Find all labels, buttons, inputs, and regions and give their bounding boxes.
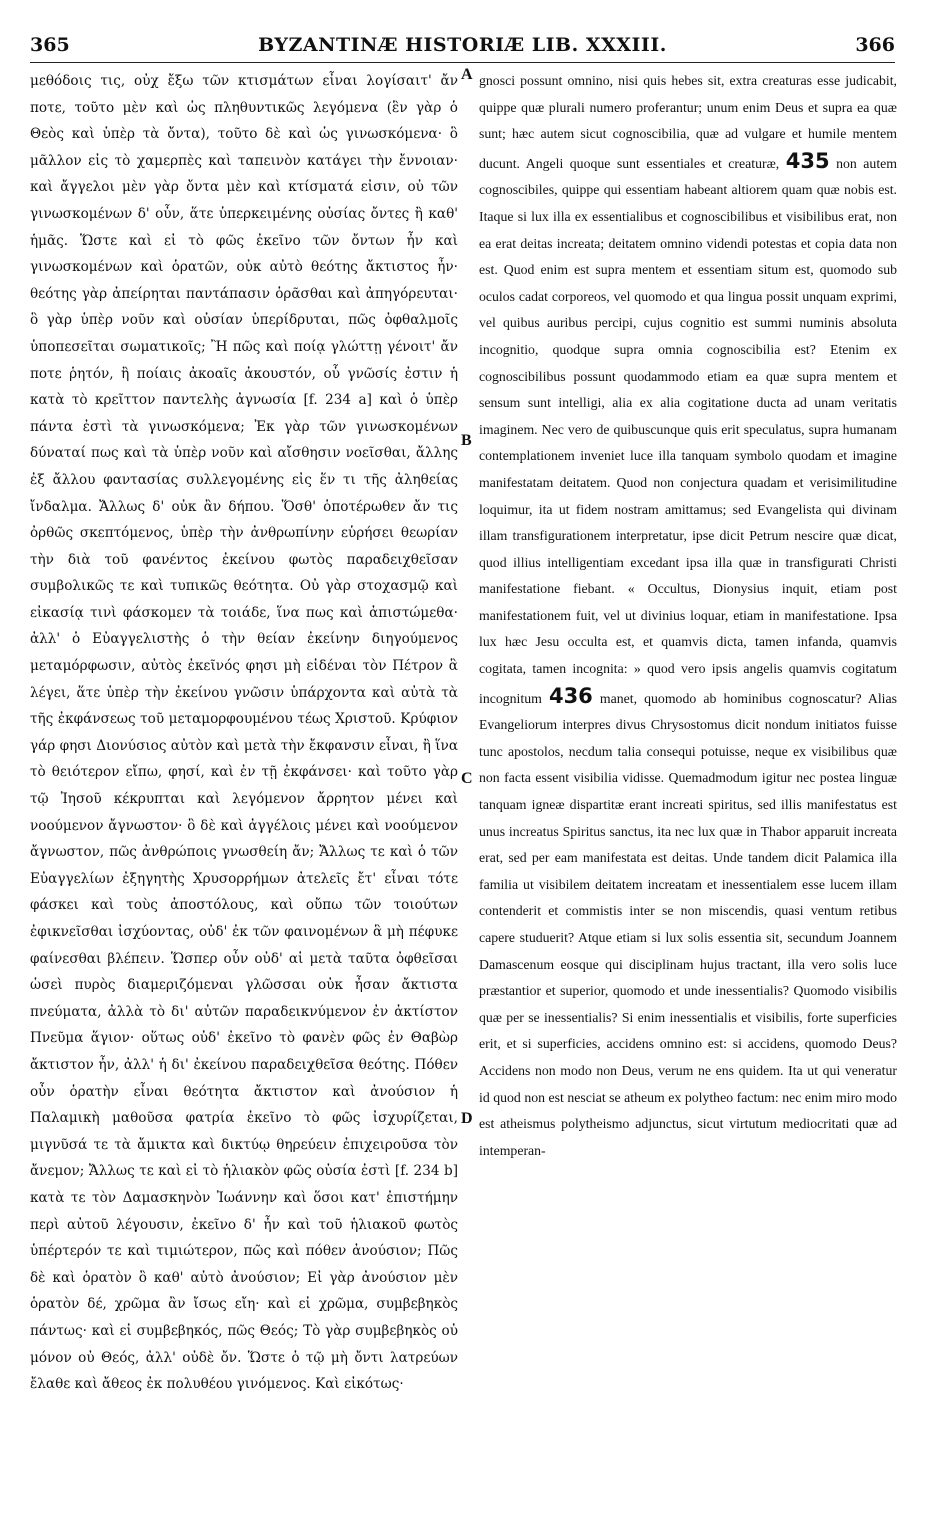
latin-paragraph bbox=[479, 68, 897, 1164]
edition-page-number-435: 435 bbox=[785, 148, 830, 173]
running-header bbox=[30, 34, 895, 63]
latin-text-part-3: manet, quomodo ab hominibus cognoscatur? Alias Evangeliorum interpres divus Chrysostomus dicit nondum initiatos fuisse tunc apostolos, necdum talia consequi potuisse, neque ex visibilibus quæ non facta essent visibilia vidisse. Quemadmodum igitur nec postea linguæ tanquam igneæ dispartitæ erant increati spiritus, sed illis manifestatus est unus increatus Spiritus sanctus, ita nec lux quæ in Thabor apparuit increata erat, sed per eam manifestata est deitas. Unde tandem dicit Palamica illa familia ut visibilem deitatem increatam et inessentialem esse lucem illam contenderit et commistis inter se non miscendis, quasi ventum retibus capere studuerit? Atque etiam si lux solis essentia sit, secundum Joannem Damascenum eosque qui disciplinam hujus tractant, illa vero solis luce præstantior et superior, quomodo et unde inessentialis? Quomodo visibilis quæ per se inessentialis? Si enim inessentialis et visibilis, forte superficies erit, et si superficies, accidens omnino est: si accidens, quomodo Deus? Accidens non modo non Deus, verum ne ens quidem. Ita ut qui veneratur id quod non est nesciat se atheum ex polytheo factum: nec enim miro modo est atheismus polytheismo adjunctus, sicut virtutum mediocritati quæ ad intemperan- bbox=[479, 690, 898, 1158]
latin-text-column bbox=[479, 68, 897, 1164]
left-page-number: 365 bbox=[30, 34, 70, 56]
greek-paragraph: μεθόδοις τις, οὐχ ἔξω τῶν κτισμάτων εἶναι λογίσαιτ' ἄν ποτε, τοῦτο μὲν καὶ ὡς πληθυντικῶς λεγόμενα (ἓν γὰρ ὁ Θεὸς καὶ ὑπὲρ τὰ ὄντα), τοῦτο δὲ καὶ ὡς γινωσκόμενα· ὃ μᾶλλον εἰς τὸ χαμερπὲς καὶ ταπεινὸν κατάγει τὴν ἔννοιαν· καὶ ἄγγελοι μὲν γὰρ ὄντα μὲν καὶ κτίσματά εἰσιν, οὐ τῶν γινωσκομένων δ' οὖν, ἅτε ὑπερκειμένης οὐσίας ὄντες ἢ καθ' ἡμᾶς. Ὥστε καὶ εἰ τὸ φῶς ἐκεῖνο τῶν ὄντων ἦν καὶ γινωσκομένων καὶ ὁρατῶν, οὐκ αὐτὸ θεότης ἄκτιστος ἦν· θεότης γὰρ ἀπείρηται παντάπασιν ὁρᾶσθαι καὶ ἀπηγόρευται· ὃ γὰρ ὑπὲρ νοῦν καὶ οὐσίαν ὑπερίδρυται, πῶς ὀφθαλμοῖς ὑποπεσεῖται σωματικοῖς; Ἢ πῶς καὶ ποίᾳ γλώττῃ γένοιτ' ἄν ποτε ῥητόν, ἢ ποίαις ἀκοαῖς ἀκουστόν, οὗ γνῶσίς ἐστιν ἡ κατὰ τὸ κρεῖττον παντελὴς ἀγνωσία [f. 234 a] καὶ ὁ ὑπὲρ πάντα ἐστὶ τὰ γινωσκόμενα; Ἐκ γὰρ τῶν γινωσκομένων δύναταί πως καὶ τὰ ὑπὲρ νοῦν καὶ αἴσθησιν νοεῖσθαι, ἄλλης ἐξ ἄλλου φαντασίας συλλεγομένης εἰς ἕν τι τῆς ἀληθείας ἴνδαλμα. Ἄλλως δ' οὐκ ἂν δήπου. Ὅσθ' ὁποτέρωθεν ἄν τις ὀρθῶς σκεπτόμενος, ὑπὲρ τὴν ἀνθρωπίνην εὑρήσει θεωρίαν τὴν διὰ τοῦ φανέντος ἐκείνου φωτὸς παραδειχθεῖσαν συμβολικῶς τε καὶ τυπικῶς θεότητα. Οὐ γὰρ στοχασμῷ καὶ εἰκασίᾳ τινὶ φάσκομεν τὰ τοιάδε, ἵνα πως καὶ ἀπιστώμεθα· ἀλλ' ὁ Εὐαγγελιστὴς ὁ τὴν θείαν ἐκείνην διηγούμενος μεταμόρφωσιν, αὐτὸς ἐκεῖνός φησι μὴ εἰδέναι τὸν Πέτρον ἃ λέγει, ἅτε ὑπὲρ τὴν ἐκείνου γνῶσιν ὑπάρχοντα καὶ αὐτὰ τὰ τῆς ἐκφάνσεως τοῦ μεταμορφουμένου τέως Χριστοῦ. Κρύφιον γάρ φησι Διονύσιος αὐτὸν καὶ μετὰ τὴν ἔκφανσιν εἶναι, ἢ ἵνα τὸ θειότερον εἴπω, φησί, καὶ ἐν τῇ ἐκφάνσει· καὶ τοῦτο γὰρ τῷ Ἰησοῦ κέκρυπται καὶ λεγόμενον ἄρρητον μένει καὶ νοούμενον ἄγνωστον· ὃ δὲ καὶ ἀγγέλοις μένει καὶ νοούμενον ἄγνωστον, πῶς ἀνθρώποις γνωσθείη ἄν; Ἄλλως τε καὶ ὁ τῶν Εὐαγγελίων ἐξηγητὴς Χρυσορρήμων ἀτελεῖς ἔτ' εἶναι τότε φάσκει καὶ τοὺς ἀποστόλους, καὶ οὔπω τῶν τοιούτων ἐφικνεῖσθαι ἰσχύοντας, οὐδ' ἐκ τῶν φαινομένων ἃ μὴ πέφυκε φαίνεσθαι βλέπειν. Ὥσπερ οὖν οὐδ' αἱ μετὰ ταῦτα ὀφθεῖσαι ὡσεὶ πυρὸς διαμεριζόμεναι γλῶσσαι οὐκ ἦσαν ἄκτιστα πνεύματα, ἀλλὰ τὸ δι' αὐτῶν παραδεικνύμενον ἐν ἀκτίστον Πνεῦμα ἅγιον· οὕτως οὐδ' ἐκεῖνο τὸ φανὲν φῶς ἐν Θαβὼρ ἄκτιστον ἦν, ἀλλ' ἡ δι' ἐκείνου παραδειχθεῖσα θεότης. Πόθεν οὖν ὁρατὴν εἶναι θεότητα ἄκτιστον καὶ ἀνούσιον ἡ Παλαμικὴ μαθοῦσα φατρία ἐκεῖνο τὸ φῶς ἰσχυρίζεται, μιγνῦσά τε τὰ ἄμικτα καὶ δικτύῳ θηρεύειν ἐπιχειροῦσα τὸν ἄνεμον; Ἄλλως τε καὶ εἰ τὸ ἡλιακὸν φῶς οὐσία ἐστὶ [f. 234 b] κατὰ τε τὸν Δαμασκηνὸν Ἰωάννην καὶ ὅσοι κατ' ἐπιστήμην περὶ αὐτοῦ λέγουσιν, ἐκεῖνο δ' ἦν καὶ τοῦ ἡλιακοῦ φωτὸς ὑπέρτερόν τε καὶ τιμιώτερον, πῶς καὶ πόθεν ἀνούσιον; Πῶς δὲ καὶ ὁρατὸν ὂ καθ' αὐτὸ ἀνούσιον; Εἰ γὰρ ἀνούσιον μὲν ὁρατὸν δέ, χρῶμα ἂν ἴσως εἴη· καὶ εἰ χρῶμα, συμβεβηκὸς πάντως· καὶ εἰ συμβεβηκός, πῶς Θεός; Τὸ γὰρ συμβεβηκὸς οὐ μόνον οὐ Θεός, ἀλλ' οὐδὲ ὄν. Ὥστε ὁ τῷ μὴ ὄντι λατρεύων ἔλαθε καὶ ἄθεος ἐκ πολυθέου γινόμενος. Καὶ εἰκότως· bbox=[30, 73, 458, 1393]
margin-marker-c: C bbox=[461, 770, 473, 787]
right-page-number: 366 bbox=[855, 34, 895, 56]
greek-text-column bbox=[30, 68, 458, 1398]
edition-page-number-436: 436 bbox=[548, 683, 593, 708]
margin-marker-d: D bbox=[461, 1110, 473, 1127]
running-title: BYZANTINÆ HISTORIÆ LIB. XXXIII. bbox=[258, 34, 667, 56]
margin-marker-a: A bbox=[461, 66, 473, 83]
latin-text-part-2: non autem cognoscibiles, quippe qui essentiam habeant altiorem quam quæ nobis est. Itaque si lux illa ex essentialibus et cognoscibilibus et visibilibus erat, non ea erat deitas increata; deitatem omnino videndi potestas et copia data non est. Quod enim est supra mentem et essentiam situm est, quomodo sub oculos cadat corporeos, vel quomodo et qua lingua possit unquam exprimi, vel quibus auribus percipi, cujus cognitio est summi numinis absoluta incognitio, quodque supra omnia cognoscibilia est? Etenim ex cognoscibilibus possunt quodammodo etiam ea quæ supra mentem et sensum sunt intelligi, alia ex alia cogitatione ducta ad unam veritatis imaginem. Nec vero de quibuscunque quis erit speculatus, supra humanam contemplationem inveniet luce illa tanquam symbolo quodam et imagine manifestatam deitatem. Quod non conjectura quadam et verisimilitudine loquimur, ita ut fidem nostram amittamus; sed Evangelista qui divinam illam transfigurationem interpretatur, ipse dicit Petrum nescire quæ dicat, quod illius intelligentiam excedant ipsa illa quæ in transfigurati Christi manifestatione fiebant. « Occultus, Dionysius inquit, etiam post manifestationem fuit, vel ut divinius loquar, etiam in manifestatione. Ipsa lux hæc Jesu occulta est, et quamvis dicta, tamen infanda, quamvis cogitata, tamen incognita: » quod vero ipsis angelis quamvis cogitatum incognitum bbox=[479, 155, 898, 706]
margin-marker-b: B bbox=[461, 432, 472, 449]
latin-text-part-1: gnosci possunt omnino, nisi quis hebes sit, extra creaturas esse judicabit, quippe quæ plurali numero proferantur; unum enim Deus et supra ea quæ sunt; hæc autem sicut cognoscibilia, quæ ad vulgare et humile mentem ducunt. Angeli quoque sunt essentiales et creaturæ, bbox=[479, 73, 897, 171]
